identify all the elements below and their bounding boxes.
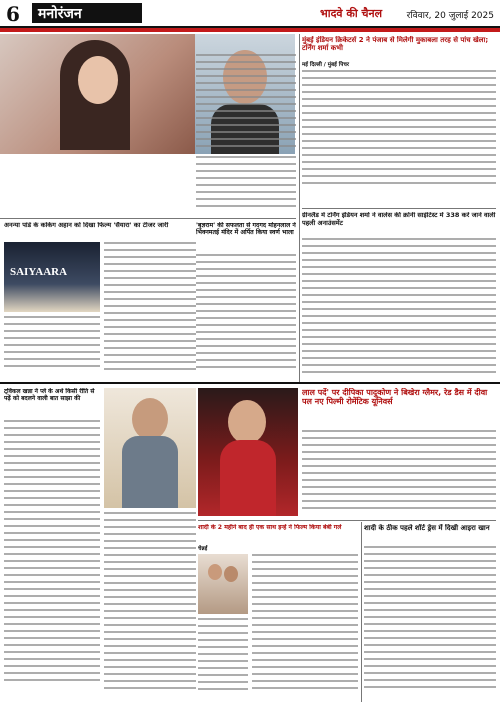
column-divider — [299, 34, 300, 384]
top-rule — [0, 28, 500, 32]
face-shape — [78, 56, 118, 104]
left-middle-body — [104, 242, 196, 377]
bottom-center-credit: चेन्नई — [198, 546, 208, 552]
left-middle-body-2 — [4, 316, 100, 378]
face-shape — [132, 398, 168, 440]
row-divider — [198, 520, 496, 521]
top-right-body — [302, 70, 496, 190]
bottom-right-headline: शादी के ठीक पहले शॉर्ट ड्रेस में दिखी आइरा खान — [364, 524, 490, 532]
saiyaara-poster — [4, 242, 100, 312]
couple-photo — [198, 554, 248, 614]
bottom-center-headline: शादी के 2 महीने बाद ही एक साथ इन्हें ने फिल्म किया बेबी गर्ल — [198, 524, 342, 531]
twinkle-photo — [104, 388, 196, 508]
row-divider — [302, 208, 496, 209]
row-divider — [0, 382, 500, 384]
bottom-right-body — [364, 546, 496, 702]
bottom-left-body-2 — [104, 512, 196, 702]
bottom-left-body — [4, 420, 100, 700]
left-middle-headline: अनन्या पांडे के ककिंग अहान को दिखा फिल्म 'सैयारा' का टीजर जारी — [4, 222, 169, 229]
section-title: मनोरंजन — [32, 3, 142, 23]
dress-shape — [220, 440, 276, 516]
top-right-headline: मुंबई इंडियन क्रिकेटर्स 2 ने पंजाब से मिलेगी मुकाबला तरह से पांच खेला; टर्निंग शर्मा कभी — [302, 36, 489, 52]
face-shape — [224, 566, 238, 582]
masthead: भादवे की चैनल — [320, 7, 383, 20]
deepika-body — [302, 430, 496, 518]
face-shape — [228, 400, 266, 444]
center-headline: 'बृज्ञराम' की सफलता से गदगद मोहनलाल ने भिक्नमतई मंदिर में अर्पित किया स्वर्ण भाला — [196, 222, 296, 237]
face-shape — [208, 564, 222, 580]
column-divider — [361, 522, 362, 702]
top-center-column — [196, 54, 296, 162]
middle-right-headline: ग्रीनलैंड में टर्निंग इंडियन शर्मा ने वालेस की क्रोनी साइंटिस्ट में 338 करें जाने वाली पहली अनाउंसमेंट — [302, 212, 496, 227]
bottom-left-headline: ट्विंकल खन्ना ने प्ले के अर्थ किसी रीति से पढ़ें को बदलने वाली बात साझा की — [4, 388, 95, 402]
body-shape — [122, 436, 178, 508]
middle-right-body — [302, 238, 496, 378]
center-body — [196, 254, 296, 378]
deepika-headline: लाल पर्दे' पर दीपिका पादुकोण ने बिखेरा ग्लैमर, रेड डैस में दीवा पल नए पिल्मी रोमेंटिक यूनिवर्स — [302, 388, 488, 407]
issue-date: रविवार, 20 जुलाई 2025 — [406, 11, 494, 21]
page-number: 6 — [6, 2, 20, 26]
top-right-credit: मई दिल्ली / मुंबई पिचर — [302, 62, 350, 68]
row-divider — [0, 218, 296, 219]
bottom-center-body-2 — [198, 618, 248, 702]
poster-title: SAIYAARA — [10, 266, 68, 278]
top-left-body — [196, 156, 296, 214]
deepika-photo — [198, 388, 298, 516]
actress-photo — [0, 34, 195, 154]
bottom-center-body — [252, 554, 358, 702]
page-header — [0, 0, 500, 28]
